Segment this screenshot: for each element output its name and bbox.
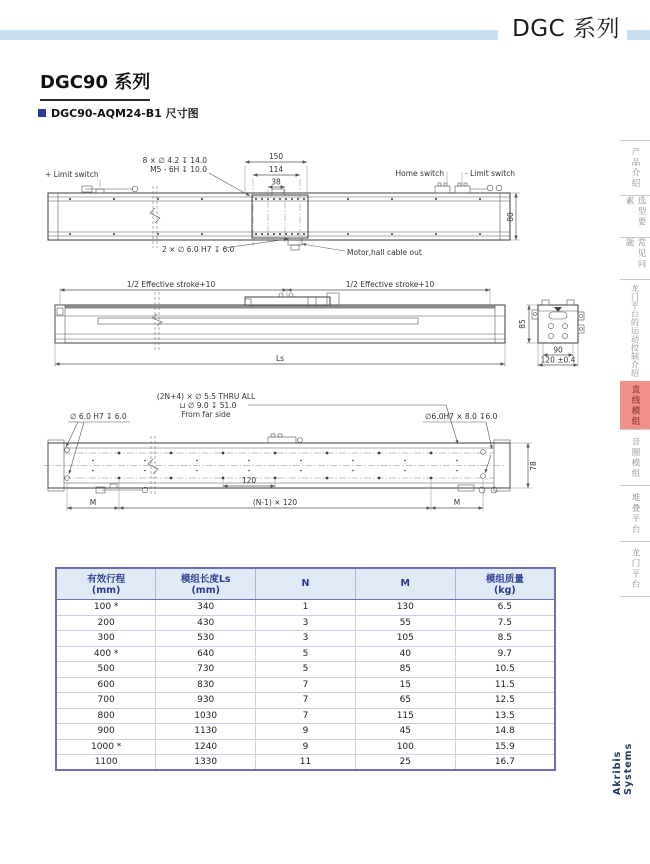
pin-note-label: 2 × ∅ 6.0 H7 ↧ 6.0 bbox=[162, 245, 235, 254]
dim-label: Ls bbox=[275, 354, 285, 363]
sidebar bbox=[620, 140, 650, 597]
carriage-side bbox=[245, 293, 339, 305]
dim-80 bbox=[506, 193, 520, 240]
cell-n: 9 bbox=[256, 724, 356, 740]
table-row bbox=[56, 662, 555, 678]
dim-85 bbox=[518, 305, 538, 343]
dim-label: 1/2 Effective stroke+10 bbox=[126, 280, 216, 289]
cell-length: 1240 bbox=[156, 739, 256, 755]
cell-weight: 12.5 bbox=[455, 693, 555, 709]
table-row bbox=[56, 677, 555, 693]
dim-label: 80 bbox=[506, 212, 515, 222]
cell-weight: 10.5 bbox=[455, 662, 555, 678]
cell-n: 7 bbox=[256, 693, 356, 709]
break-mark bbox=[152, 292, 162, 350]
sidebar-item-label: 直线模组 bbox=[630, 384, 640, 427]
dim-label: 1/2 Effective stroke+10 bbox=[345, 280, 435, 289]
thru-note-line1: (2N+4) × ∅ 5.5 THRU ALL bbox=[156, 392, 256, 401]
thru-note-line2: ⊔ ∅ 9.0 ↧ 51.0 bbox=[179, 401, 237, 410]
dim-label: 120 bbox=[241, 476, 257, 485]
cell-weight: 6.5 bbox=[455, 600, 555, 616]
cell-weight: 15.9 bbox=[455, 739, 555, 755]
cell-length: 930 bbox=[156, 693, 256, 709]
limit-switch-left bbox=[82, 180, 138, 193]
bottom-view-drawing bbox=[38, 386, 613, 526]
plan-view-drawing bbox=[38, 146, 613, 274]
dim-label: 150 bbox=[268, 152, 284, 161]
table-body bbox=[56, 600, 555, 771]
cell-m: 65 bbox=[355, 693, 455, 709]
cell-m: 45 bbox=[355, 724, 455, 740]
cell-length: 340 bbox=[156, 600, 256, 616]
dim-label: 85 bbox=[518, 319, 527, 329]
table-row bbox=[56, 755, 555, 771]
cell-weight: 9.7 bbox=[455, 646, 555, 662]
sidebar-item[interactable] bbox=[620, 381, 650, 429]
limit-switch-plus-label: + Limit switch bbox=[45, 170, 99, 179]
cell-n: 1 bbox=[256, 600, 356, 616]
cell-n: 7 bbox=[256, 677, 356, 693]
table-row bbox=[56, 739, 555, 755]
cell-stroke: 200 bbox=[56, 615, 156, 631]
table-row bbox=[56, 693, 555, 709]
header-title: N bbox=[301, 578, 310, 589]
cell-weight: 13.5 bbox=[455, 708, 555, 724]
sidebar-item-label: 堆叠平台 bbox=[630, 492, 640, 535]
header-unit: (mm) bbox=[191, 585, 220, 596]
cell-length: 1330 bbox=[156, 755, 256, 771]
table-header-cell bbox=[56, 568, 156, 600]
dim-stroke-right bbox=[287, 280, 490, 305]
cell-weight: 16.7 bbox=[455, 755, 555, 771]
cell-n: 7 bbox=[256, 708, 356, 724]
model-subtitle-label: DGC90-AQM24-B1 尺寸图 bbox=[51, 107, 199, 120]
header-title: M bbox=[400, 578, 411, 589]
cell-stroke: 800 bbox=[56, 708, 156, 724]
sidebar-item-label: 常见问题 bbox=[624, 238, 646, 270]
cell-length: 530 bbox=[156, 631, 256, 647]
carriage-plate bbox=[252, 189, 308, 250]
cell-weight: 8.5 bbox=[455, 631, 555, 647]
cell-length: 1030 bbox=[156, 708, 256, 724]
header-unit: (mm) bbox=[91, 585, 121, 596]
sidebar-item[interactable] bbox=[620, 279, 650, 381]
cell-stroke: 100 * bbox=[56, 600, 156, 616]
cell-n: 11 bbox=[256, 755, 356, 771]
header-accent-band-right bbox=[627, 30, 650, 40]
cell-n: 3 bbox=[256, 631, 356, 647]
cell-length: 430 bbox=[156, 615, 256, 631]
dim-78 bbox=[510, 443, 538, 488]
cell-n: 5 bbox=[256, 646, 356, 662]
dim-38 bbox=[268, 178, 285, 243]
table-row bbox=[56, 631, 555, 647]
cell-stroke: 1100 bbox=[56, 755, 156, 771]
header-title: 有效行程 bbox=[87, 574, 126, 585]
cell-m: 130 bbox=[355, 600, 455, 616]
motor-cable-label: Motor,hall cable out bbox=[347, 248, 422, 257]
pin-note-right-label: ∅6.0H7 × 8.0 ↧6.0 bbox=[425, 412, 498, 421]
sidebar-item[interactable] bbox=[620, 195, 650, 237]
sidebar-item-label: 龙门平台的运动控制介绍 bbox=[630, 283, 640, 378]
model-subtitle bbox=[38, 105, 199, 121]
table-header-row bbox=[56, 568, 555, 600]
sidebar-item-label: 龙门平台 bbox=[630, 548, 640, 590]
cell-m: 55 bbox=[355, 615, 455, 631]
header-accent-band bbox=[0, 30, 498, 40]
table-row bbox=[56, 600, 555, 616]
limit-switch-minus-label: - Limit switch bbox=[465, 169, 516, 178]
hole-note-line2: M5 - 6H ↧ 10.0 bbox=[150, 165, 207, 174]
cell-weight: 7.5 bbox=[455, 615, 555, 631]
dim-label: 114 bbox=[268, 165, 284, 174]
dim-label: M bbox=[89, 498, 97, 507]
header-title: 模组质量 bbox=[485, 574, 524, 585]
pin-note-left-label: ∅ 6.0 H7 ↧ 6.0 bbox=[70, 412, 127, 421]
cell-stroke: 600 bbox=[56, 677, 156, 693]
cell-m: 85 bbox=[355, 662, 455, 678]
hole-note-line1: 8 × ∅ 4.2 ↧ 14.0 bbox=[142, 156, 207, 165]
home-switch-label: Home switch bbox=[395, 169, 444, 178]
sidebar-item[interactable] bbox=[620, 541, 650, 597]
sidebar-item[interactable] bbox=[620, 140, 650, 195]
table-row bbox=[56, 724, 555, 740]
dim-label: 120 ±0.4 bbox=[540, 355, 576, 365]
cell-stroke: 900 bbox=[56, 724, 156, 740]
sidebar-item-label: 选型要素 bbox=[624, 196, 646, 228]
table-header-cell bbox=[156, 568, 256, 600]
cell-stroke: 700 bbox=[56, 693, 156, 709]
sidebar-item[interactable] bbox=[620, 485, 650, 541]
table-header-cell bbox=[256, 568, 356, 600]
table-row bbox=[56, 615, 555, 631]
table-row bbox=[56, 708, 555, 724]
cell-m: 25 bbox=[355, 755, 455, 771]
cell-length: 1130 bbox=[156, 724, 256, 740]
table-header-cell bbox=[355, 568, 455, 600]
cell-stroke: 1000 * bbox=[56, 739, 156, 755]
brand-text: Akribis Systems bbox=[612, 742, 634, 795]
cell-stroke: 500 bbox=[56, 662, 156, 678]
table-header-cell bbox=[455, 568, 555, 600]
side-view-drawing bbox=[38, 278, 613, 378]
section-title: DGC90 系列 bbox=[40, 68, 150, 101]
dim-label: 90 bbox=[553, 345, 563, 355]
cell-m: 115 bbox=[355, 708, 455, 724]
dim-label: M bbox=[453, 498, 461, 507]
cell-m: 15 bbox=[355, 677, 455, 693]
cell-stroke: 300 bbox=[56, 631, 156, 647]
cell-m: 105 bbox=[355, 631, 455, 647]
sidebar-item[interactable] bbox=[620, 237, 650, 279]
cell-length: 830 bbox=[156, 677, 256, 693]
cell-n: 9 bbox=[256, 739, 356, 755]
cell-m: 40 bbox=[355, 646, 455, 662]
table-row bbox=[56, 646, 555, 662]
sidebar-item-label: 音圈模组 bbox=[630, 436, 640, 479]
dim-stroke-left bbox=[60, 280, 287, 305]
thru-note-line3: From far side bbox=[181, 410, 231, 419]
square-bullet-icon bbox=[38, 109, 46, 117]
cross-section bbox=[532, 300, 584, 343]
dim-label: (N-1) × 120 bbox=[252, 498, 298, 507]
dim-label: 38 bbox=[271, 177, 281, 187]
spec-table bbox=[55, 567, 556, 771]
cell-n: 3 bbox=[256, 615, 356, 631]
sidebar-item-label: 产品介绍 bbox=[630, 147, 640, 189]
sidebar-item[interactable] bbox=[620, 429, 650, 485]
dim-label: 78 bbox=[529, 461, 538, 471]
dim-ls bbox=[55, 343, 505, 367]
rail-screws bbox=[69, 198, 481, 235]
break-mark bbox=[150, 186, 160, 248]
cell-stroke: 400 * bbox=[56, 646, 156, 662]
cell-m: 100 bbox=[355, 739, 455, 755]
header-title: 模组长度Ls bbox=[180, 574, 231, 585]
cell-weight: 11.5 bbox=[455, 677, 555, 693]
page-title: DGC 系列 bbox=[512, 16, 620, 42]
cell-weight: 14.8 bbox=[455, 724, 555, 740]
cell-length: 640 bbox=[156, 646, 256, 662]
cell-length: 730 bbox=[156, 662, 256, 678]
cell-n: 5 bbox=[256, 662, 356, 678]
header-unit: (kg) bbox=[493, 585, 516, 596]
